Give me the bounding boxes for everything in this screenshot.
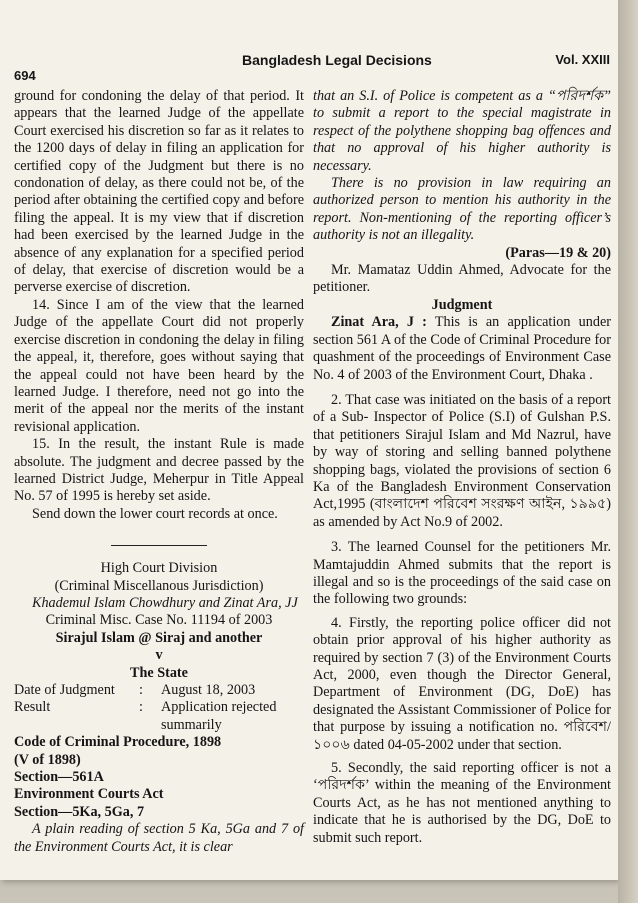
right-column: [313, 88, 611, 847]
paragraph-13-continued: ground for condoning the delay of that period. It appears that the learned Judge of the appellate Court exercised his discretion so far as it relates to the 1200 days of delay in filing an application for certified copy of the Judgment but there is no condonation of delay, as there could not be, of the period after obtaining the certified copy and before filing the appeal. It is my view that if discretion had been exercised by the learned Judge in the absence of any explanation for a specified period of delay, that exercise of discretion would be a perverse exercise of discretion.: [14, 88, 304, 296]
statute-crpc-number: (V of 1898): [14, 751, 81, 768]
section-5ka-5ga-7: Section—5Ka, 5Ga, 7: [14, 803, 145, 820]
section-divider: [111, 545, 207, 546]
paragraph-14: 14. Since I am of the view that the learned Judge of the appellate Court did not properly exercise discretion in condoning the delay in filing the appeal, it, therefore, goes without saying that the appeal could not have been heard by the learned Judge. I therefore, need not go into the merit of the appeal nor the merits of the instant revisional application.: [14, 296, 304, 435]
paragraph-1-text: This is an application under section 561 A of the Code of Criminal Procedure for quashment of the proceedings of Environment Case No. 4 of 2003 of the Environment Court, Dhaka .: [313, 314, 611, 383]
judgment-heading: Judgment: [431, 296, 493, 313]
judge-name: Zinat Ara, J :: [331, 314, 427, 331]
result-label: Result: [14, 699, 51, 716]
statute-environment-courts: Environment Courts Act: [14, 786, 164, 803]
volume-label: Vol. XXIII: [555, 52, 610, 67]
respondent-name: The State: [130, 664, 188, 681]
judgment-date-row: Date of Judgment : August 18, 2003: [14, 682, 304, 699]
send-down-order: Send down the lower court records at once.: [32, 505, 278, 522]
adjacent-page-edge: [618, 0, 638, 903]
result-row: Result : Application rejected summarily: [14, 699, 304, 734]
court-name: High Court Division: [100, 560, 218, 577]
judgment-paragraph-5: 5. Secondly, the said reporting officer is not a ‘পরিদর্শক’ within the meaning of the Environment Courts Act, as he has not mentioned anything to indicate that he is authorised by the DG, DoE to submit such report.: [313, 760, 611, 846]
paras-reference: (Paras—19 & 20): [505, 244, 611, 261]
case-number: Criminal Misc. Case No. 11194 of 2003: [45, 612, 273, 629]
judgment-paragraph-3: 3. The learned Counsel for the petitioners Mr. Mamtajuddin Ahmed submits that the report is illegal and so is the proceedings of the said case on the following two grounds:: [313, 539, 611, 608]
headnote-second: There is no provision in law requiring an authorized person to mention his authority in the report. Non-mentioning of the reporting officer’s authority is not an illegality.: [313, 175, 611, 244]
headnote-continued: that an S.I. of Police is competent as a “পরিদর্শক” to submit a report to the special magistrate in respect of the polythene shopping bag offences and that no approval of his higher authority is necessary.: [313, 88, 611, 174]
judgment-paragraph-4: 4. Firstly, the reporting police officer did not obtain prior approval of his higher authority as required by section 7 (3) of the Environment Courts Act, 2000, even though the Director General, Department of Environment (DG, DoE) has designated the Assistant Commissioner of Police for that purpose by issuing a notification no. পরিবেশ/১০০৬ dated 04-05-2002 under that section.: [313, 614, 611, 753]
statute-crpc: Code of Criminal Procedure, 1898: [14, 734, 222, 751]
judgment-paragraph-1: [313, 314, 611, 384]
judgment-paragraph-2: 2. That case was initiated on the basis of a report of a Sub- Inspector of Police (S.I) of Gulshan P.S. that petitioners Sirajul Islam and Md Nazrul, have by way of storing and selling banned polythene shopping bags, violated the provisions of section 6 Ka of the Bangladesh Environment Conservation Act,1995 (বাংলাদেশ পরিবেশ সংরক্ষণ আইন, ১৯৯৫) as amended by Act No.9 of 2002.: [313, 391, 611, 530]
section-561a: Section—561A: [14, 769, 104, 786]
journal-title: Bangladesh Legal Decisions: [242, 52, 432, 68]
jurisdiction: (Criminal Miscellanous Jurisdiction): [54, 577, 264, 594]
judgment-date-value: August 18, 2003: [161, 682, 256, 698]
paragraph-15: 15. In the result, the instant Rule is made absolute. The judgment and decree passed by the learned District Judge, Meherpur in Title Appeal No. 57 of 1995 is hereby set aside.: [14, 436, 304, 505]
judgment-date-label: Date of Judgment: [14, 682, 115, 698]
bench-judges: Khademul Islam Chowdhury and Zinat Ara, JJ: [32, 594, 298, 611]
headnote-start: A plain reading of section 5 Ka, 5Ga and 7 of the Environment Courts Act, it is clear: [14, 821, 304, 855]
versus-label: v: [155, 647, 163, 664]
result-value: Application rejected summarily: [161, 699, 277, 733]
left-column: [14, 88, 304, 856]
page-header: [14, 52, 610, 83]
petitioner-name: Sirajul Islam @ Siraj and another: [55, 629, 263, 646]
advocate-line: Mr. Mamataz Uddin Ahmed, Advocate for the petitioner.: [313, 262, 611, 296]
page-number: 694: [14, 68, 36, 83]
